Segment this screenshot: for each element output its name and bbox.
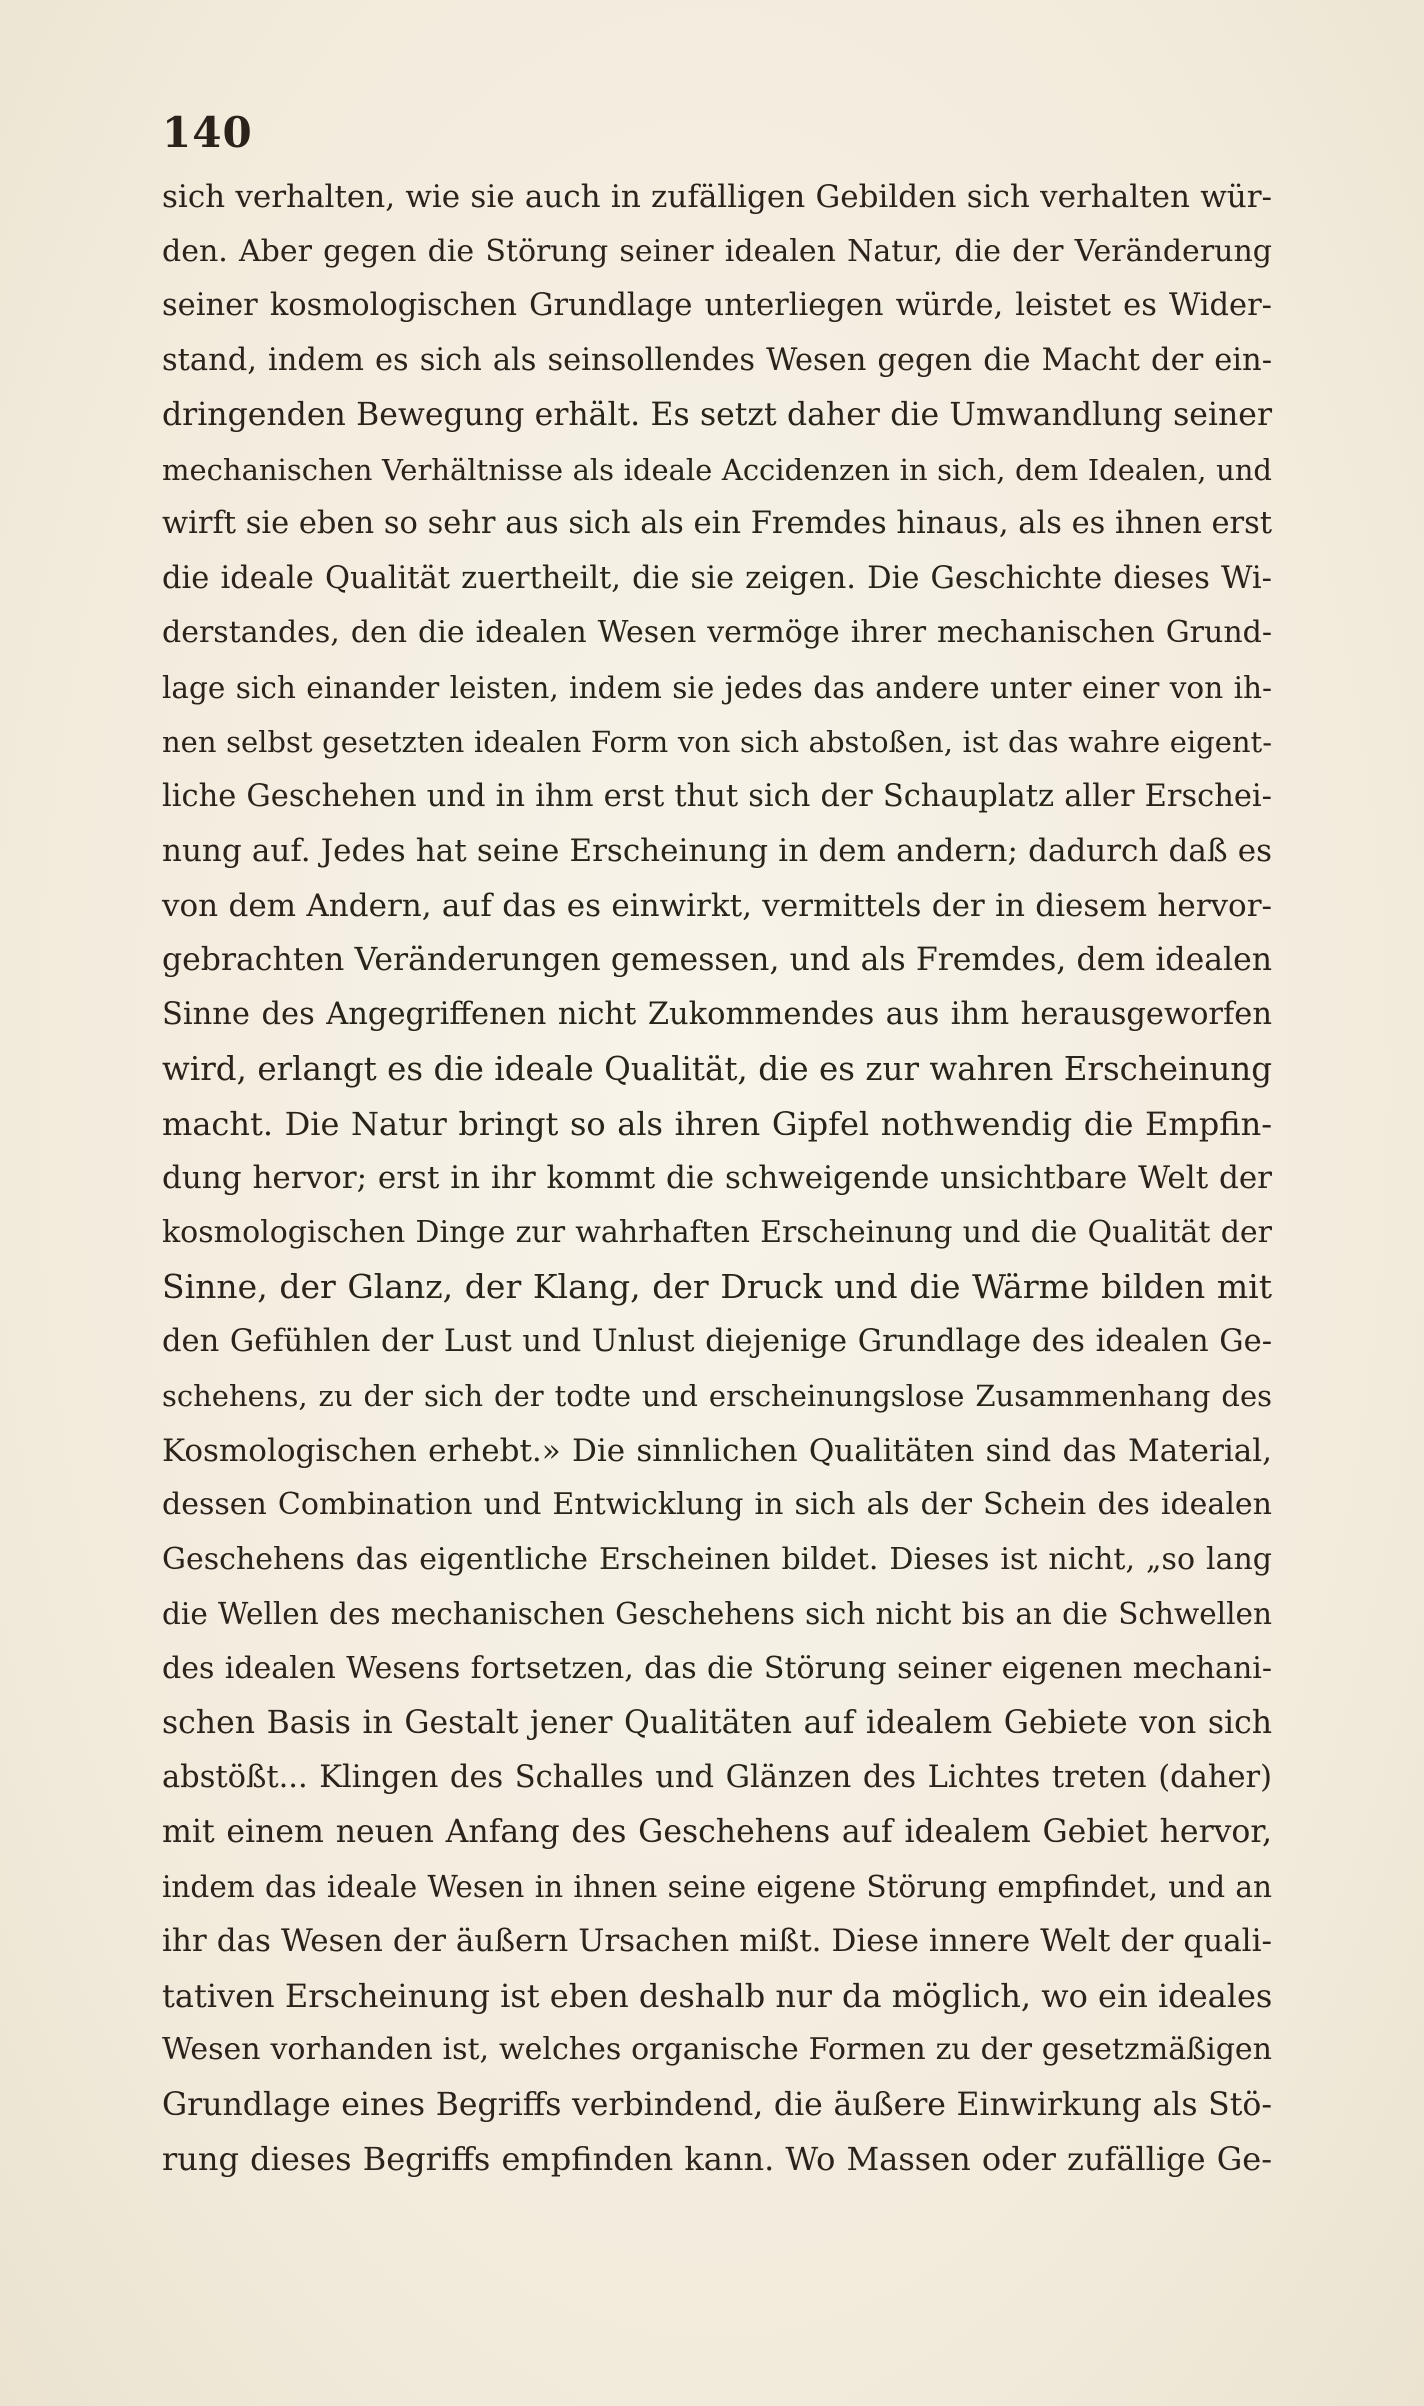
text-line: derstandes, den die idealen Wesen vermöge ihrer mechanischen Grund- [162, 615, 1272, 650]
text-line: des idealen Wesens fortsetzen, das die Störung seiner eigenen mechani- [162, 1650, 1272, 1686]
text-line: lage sich einander leisten, indem sie jedes das andere unter einer von ih- [162, 670, 1272, 705]
text-line: liche Geschehen und in ihm erst thut sich der Schauplatz aller Erschei- [162, 778, 1272, 814]
text-line: schen Basis in Gestalt jener Qualitäten auf idealem Gebiete von sich [162, 1705, 1272, 1741]
text-line: von dem Andern, auf das es einwirkt, vermittels der in diesem hervor- [162, 887, 1272, 924]
text-line: rung dieses Begriffs empfinden kann. Wo Massen oder zufällige Ge- [162, 2140, 1272, 2178]
text-line: ihr das Wesen der äußern Ursachen mißt. Diese innere Welt der quali- [162, 1923, 1272, 1959]
text-line: macht. Die Natur bringt so als ihren Gipfel nothwendig die Empfin- [162, 1104, 1272, 1143]
text-line: wirft sie eben so sehr aus sich als ein Fremdes hinaus, als es ihnen erst [162, 506, 1272, 541]
text-line: den Gefühlen der Lust und Unlust diejenige Grundlage des idealen Ge- [162, 1323, 1272, 1359]
text-line: gebrachten Veränderungen gemessen, und als Fremdes, dem idealen [162, 942, 1272, 978]
text-line: kosmologischen Dinge zur wahrhaften Erscheinung und die Qualität der [162, 1214, 1272, 1250]
text-line: abstößt... Klingen des Schalles und Glänzen des Lichtes treten (daher) [162, 1759, 1272, 1795]
text-line: Wesen vorhanden ist, welches organische Formen zu der gesetzmäßigen [162, 2032, 1272, 2067]
text-line: die ideale Qualität zuertheilt, die sie zeigen. Die Geschichte dieses Wi- [162, 560, 1272, 596]
text-line: Sinne, der Glanz, der Klang, der Druck und die Wärme bilden mit [162, 1267, 1272, 1306]
page-number: 140 [162, 108, 253, 157]
text-line: dringenden Bewegung erhält. Es setzt daher die Umwandlung seiner [162, 397, 1272, 433]
text-line: seiner kosmologischen Grundlage unterliegen würde, leistet es Wider- [162, 288, 1272, 323]
text-line: den. Aber gegen die Störung seiner idealen Natur, die der Veränderung [162, 233, 1272, 269]
text-line: Kosmologischen erhebt.» Die sinnlichen Qualitäten sind das Material, [162, 1432, 1272, 1469]
text-line: sich verhalten, wie sie auch in zufälligen Gebilden sich verhalten wür- [162, 179, 1272, 215]
text-line: Sinne des Angegriffenen nicht Zukommendes aus ihm herausgeworfen [162, 996, 1272, 1032]
text-line: mechanischen Verhältnisse als ideale Accidenzen in sich, dem Idealen, und [162, 452, 1272, 487]
text-line: Geschehens das eigentliche Erscheinen bildet. Dieses ist nicht, „so lang [162, 1541, 1272, 1577]
text-line: nen selbst gesetzten idealen Form von sich abstoßen, ist das wahre eigent- [162, 725, 1272, 759]
text-line: dung hervor; erst in ihr kommt die schweigende unsichtbare Welt der [162, 1160, 1272, 1196]
body-text [162, 170, 1272, 2187]
text-line: nung auf. Jedes hat seine Erscheinung in dem andern; dadurch daß es [162, 833, 1272, 869]
text-line: schehens, zu der sich der todte und erscheinungslose Zusammenhang des [162, 1379, 1272, 1413]
text-line: wird, erlangt es die ideale Qualität, die es zur wahren Erscheinung [162, 1050, 1272, 1088]
text-line: indem das ideale Wesen in ihnen seine eigene Störung empfindet, und an [162, 1869, 1272, 1904]
text-line: tativen Erscheinung ist eben deshalb nur da möglich, wo ein ideales [162, 1976, 1273, 2015]
text-line: stand, indem es sich als seinsollendes Wesen gegen die Macht der ein- [162, 342, 1272, 378]
text-line: Grundlage eines Begriffs verbindend, die äußere Einwirkung als Stö- [162, 2086, 1272, 2123]
text-line: dessen Combination und Entwicklung in sich als der Schein des idealen [162, 1487, 1272, 1522]
text-line: mit einem neuen Anfang des Geschehens auf idealem Gebiet hervor, [162, 1814, 1272, 1850]
text-line: die Wellen des mechanischen Geschehens sich nicht bis an die Schwellen [162, 1597, 1272, 1631]
